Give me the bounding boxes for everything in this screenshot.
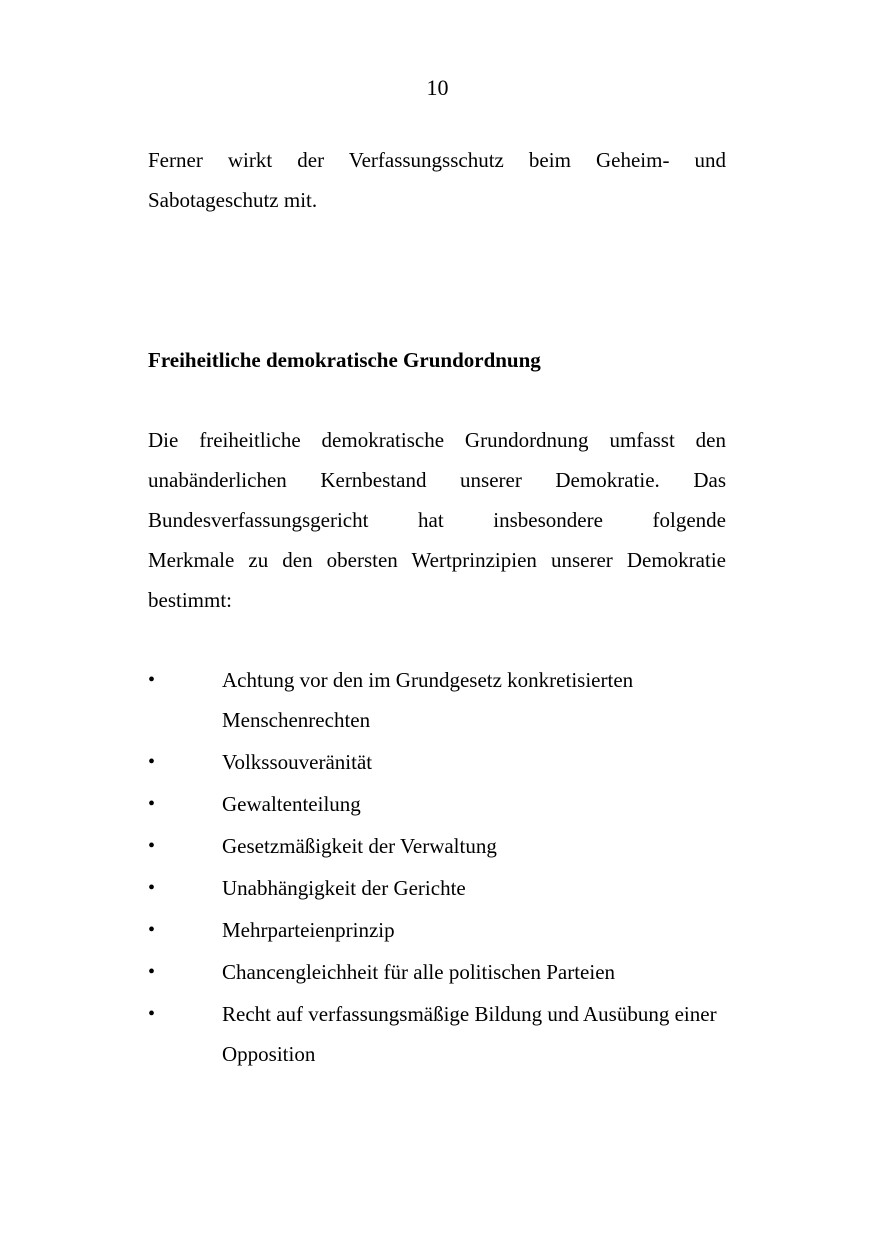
bullet-icon: •	[148, 877, 156, 899]
paragraph-line: Bundesverfassungsgericht hat insbesondere folgende	[148, 508, 726, 532]
bullet-icon: •	[148, 669, 156, 691]
paragraph-line: bestimmt:	[148, 588, 232, 612]
list-item-text: Chancengleichheit für alle politischen Parteien	[222, 960, 616, 984]
section-heading: Freiheitliche demokratische Grundordnung	[148, 348, 541, 372]
paragraph-line: Die freiheitliche demokratische Grundordnung umfasst den	[148, 428, 726, 452]
page-number: 10	[426, 75, 449, 100]
intro-line: Sabotageschutz mit.	[148, 188, 318, 212]
intro-line: Ferner wirkt der Verfassungsschutz beim Geheim- und	[148, 148, 726, 172]
list-item-text: Recht auf verfassungsmäßige Bildung und Ausübung einer Opposition	[222, 1002, 717, 1066]
list-item	[148, 826, 748, 866]
list-item-text: Achtung vor den im Grundgesetz konkretisierten Menschenrechten	[222, 668, 634, 732]
bullet-icon: •	[148, 793, 156, 815]
paragraph-line: Merkmale zu den obersten Wertprinzipien unserer Demokratie	[148, 548, 726, 572]
bullet-icon: •	[148, 835, 156, 857]
bullet-icon: •	[148, 751, 156, 773]
list-item	[148, 742, 748, 782]
list-item-text: Gesetzmäßigkeit der Verwaltung	[222, 834, 497, 858]
list-item-text: Gewaltenteilung	[222, 792, 361, 816]
list-item	[148, 994, 748, 1074]
intro-paragraph	[148, 140, 726, 220]
list-item	[148, 784, 748, 824]
list-item	[148, 660, 748, 740]
bullet-icon: •	[148, 1003, 156, 1025]
list-item-text: Mehrparteienprinzip	[222, 918, 395, 942]
list-item-text: Volkssouveränität	[222, 750, 373, 774]
paragraph-line: unabänderlichen Kernbestand unserer Demokratie. Das	[148, 468, 726, 492]
section-paragraph	[148, 420, 726, 620]
list-item-text: Unabhängigkeit der Gerichte	[222, 876, 466, 900]
list-item	[148, 952, 748, 992]
bullet-icon: •	[148, 961, 156, 983]
list-item	[148, 910, 748, 950]
principles-list	[148, 660, 748, 1076]
list-item	[148, 868, 748, 908]
bullet-icon: •	[148, 919, 156, 941]
